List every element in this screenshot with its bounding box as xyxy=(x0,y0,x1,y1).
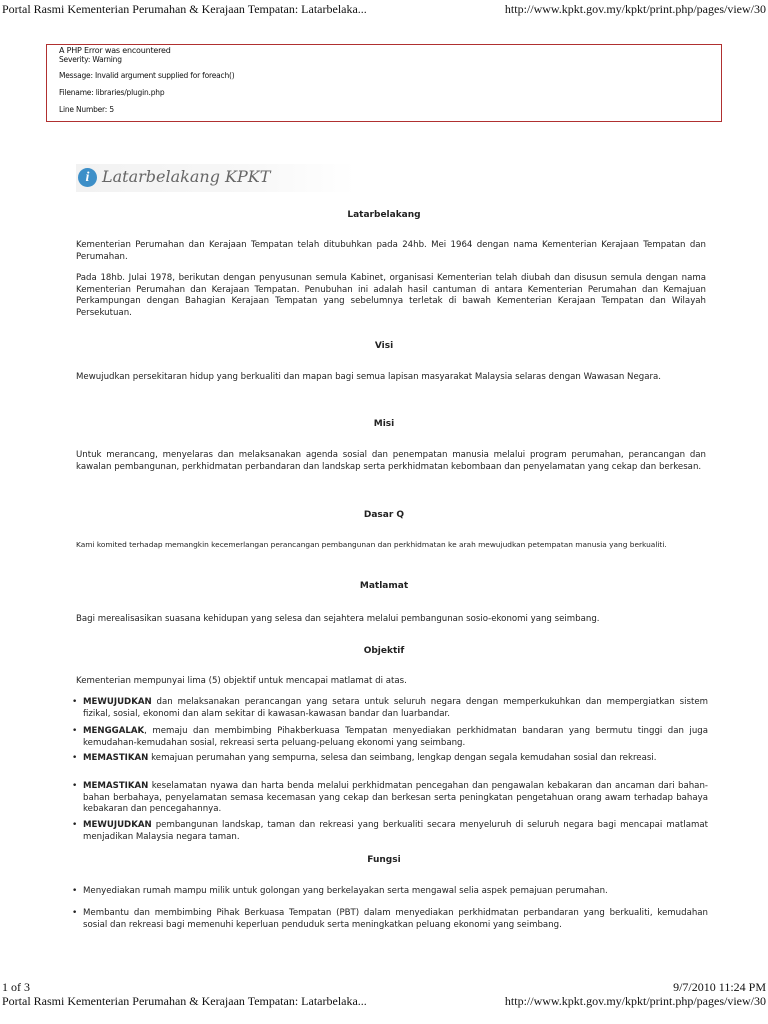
print-header-next-page xyxy=(0,994,768,1010)
visi-paragraph: Mewujudkan persekitaran hidup yang berkualiti dan mapan bagi semua lapisan masyarakat Malaysia selaras dengan Wawasan Negara. xyxy=(76,372,662,382)
section-title-visi: Visi xyxy=(374,341,394,351)
objektif-text: dan melaksanakan perancangan yang setara untuk seluruh negara dengan memperkukuhkan dan mempergiatkan sistem fizikal, sosial, ekonomi dan alam sekitar di kawasan-kawasan bandar dan luarbandar. xyxy=(83,697,708,719)
page-count: 1 of 3 xyxy=(2,980,30,994)
section-title-matlamat: Matlamat xyxy=(359,581,409,591)
list-item xyxy=(72,697,708,720)
banner-title: Latarbelakang KPKT xyxy=(102,167,271,186)
latarbelakang-paragraph-1: Kementerian Perumahan dan Kerajaan Tempatan telah ditubuhkan pada 24hb. Mei 1964 dengan nama Kementerian Kerajaan Tempatan dan Perumahan. xyxy=(76,240,706,262)
objektif-text: pembangunan landskap, taman dan rekreasi yang berkualiti secara menyeluruh di seluruh negara bagi mencapai matlamat menjadikan Malaysia negara taman. xyxy=(83,820,708,842)
bullet-icon: • xyxy=(72,908,78,918)
objektif-keyword: MEMASTIKAN xyxy=(83,753,149,763)
php-error-severity: Severity: Warning xyxy=(59,55,122,64)
print-header-title: Portal Rasmi Kementerian Perumahan & Kerajaan Tempatan: Latarbelaka... xyxy=(2,2,367,16)
dasar-paragraph: Kami komited terhadap memangkin kecemerlangan perancangan pembangunan dan perkhidmatan ke arah mewujudkan petempatan manusia yang berkualiti. xyxy=(76,540,667,549)
objektif-keyword: MEWUJUDKAN xyxy=(83,697,152,707)
bullet-icon: • xyxy=(72,781,78,791)
objektif-keyword: MEWUJUDKAN xyxy=(83,820,152,830)
list-item xyxy=(72,753,708,765)
section-title-fungsi: Fungsi xyxy=(367,855,401,865)
list-item xyxy=(72,726,708,749)
list-item xyxy=(72,781,708,816)
bullet-icon: • xyxy=(72,820,78,830)
misi-paragraph: Untuk merancang, menyelaras dan melaksanakan agenda sosial dan penempatan manusia melalui program perumahan, perancangan dan kawalan pembangunan, perkhidmatan perbandaran dan landskap serta perkhidmatan kebombaan dan penyelamatan yang cekap dan berkesan. xyxy=(76,450,706,472)
objektif-keyword: MENGGALAK xyxy=(83,726,145,736)
page-banner xyxy=(76,164,356,192)
php-error-box xyxy=(46,44,722,122)
bullet-icon: • xyxy=(72,753,78,763)
latarbelakang-paragraph-2: Pada 18hb. Julai 1978, berikutan dengan penyusunan semula Kabinet, organisasi Kementerian telah diubah dan disusun semula dengan nama Kementerian Perumahan dan Kerajaan Tempatan. Penubuhan ini adalah hasil cantuman di antara Kementerian Perumahan dan Kemajuan Perkampungan dengan Bahagian Kerajaan Tempatan yang sebelumnya terletak di bawah Kementerian Kerajaan Tempatan dan Wilayah Persekutuan. xyxy=(76,273,706,318)
section-title-latarbelakang: Latarbelakang xyxy=(347,210,421,220)
list-item xyxy=(72,820,708,843)
print-header-title: Portal Rasmi Kementerian Perumahan & Kerajaan Tempatan: Latarbelaka... xyxy=(2,994,367,1008)
php-error-line: Line Number: 5 xyxy=(59,105,114,114)
php-error-message: Message: Invalid argument supplied for foreach() xyxy=(59,71,235,80)
list-item xyxy=(72,908,708,931)
print-header-url[interactable]: http://www.kpkt.gov.my/kpkt/print.php/pages/view/30 xyxy=(504,994,766,1008)
section-title-misi: Misi xyxy=(373,419,395,429)
print-datetime: 9/7/2010 11:24 PM xyxy=(673,980,766,994)
fungsi-text: Menyediakan rumah mampu milik untuk golongan yang berkelayakan serta mengawal selia aspek pemajuan perumahan. xyxy=(83,886,608,896)
matlamat-paragraph: Bagi merealisasikan suasana kehidupan yang selesa dan sejahtera melalui pembangunan sosio-ekonomi yang seimbang. xyxy=(76,614,600,624)
objektif-intro: Kementerian mempunyai lima (5) objektif untuk mencapai matlamat di atas. xyxy=(76,676,407,686)
section-title-dasar: Dasar Q xyxy=(363,510,405,520)
bullet-icon: • xyxy=(72,697,78,707)
bullet-icon: • xyxy=(72,886,78,896)
info-icon: i xyxy=(78,168,97,187)
objektif-text: kemajuan perumahan yang sempurna, selesa dan seimbang, lengkap dengan segala kemudahan sosial dan rekreasi. xyxy=(148,753,657,763)
php-error-filename: Filename: libraries/plugin.php xyxy=(59,88,165,97)
objektif-text: , memaju dan membimbing Pihakberkuasa Tempatan menyediakan perkhidmatan bandaran yang bermutu tinggi dan juga kemudahan-kemudahan sosial, rekreasi serta peluang-peluang ekonomi yang seimbang. xyxy=(83,726,708,748)
print-header-url[interactable]: http://www.kpkt.gov.my/kpkt/print.php/pages/view/30 xyxy=(504,2,766,16)
objektif-keyword: MEMASTIKAN xyxy=(83,781,149,791)
section-title-objektif: Objektif xyxy=(363,646,405,656)
php-error-heading: A PHP Error was encountered xyxy=(59,46,171,55)
fungsi-text: Membantu dan membimbing Pihak Berkuasa Tempatan (PBT) dalam menyediakan perkhidmatan perbandaran yang berkualiti, kemudahan sosial dan rekreasi bagi memenuhi keperluan penduduk serta meningkatkan peluang ekonomi yang seimbang. xyxy=(83,908,708,930)
print-header xyxy=(0,2,768,18)
objektif-text: keselamatan nyawa dan harta benda melalui perkhidmatan pencegahan dan pengawalan kebakaran dan ancaman dari bahan-bahan berbahaya, penyelamatan semasa kecemasan yang cekap dan berkesan serta peningkatan pengetahuan orang awam terhadap bahaya kebakaran dan pencegahannya. xyxy=(83,781,708,814)
bullet-icon: • xyxy=(72,726,78,736)
list-item xyxy=(72,886,708,898)
